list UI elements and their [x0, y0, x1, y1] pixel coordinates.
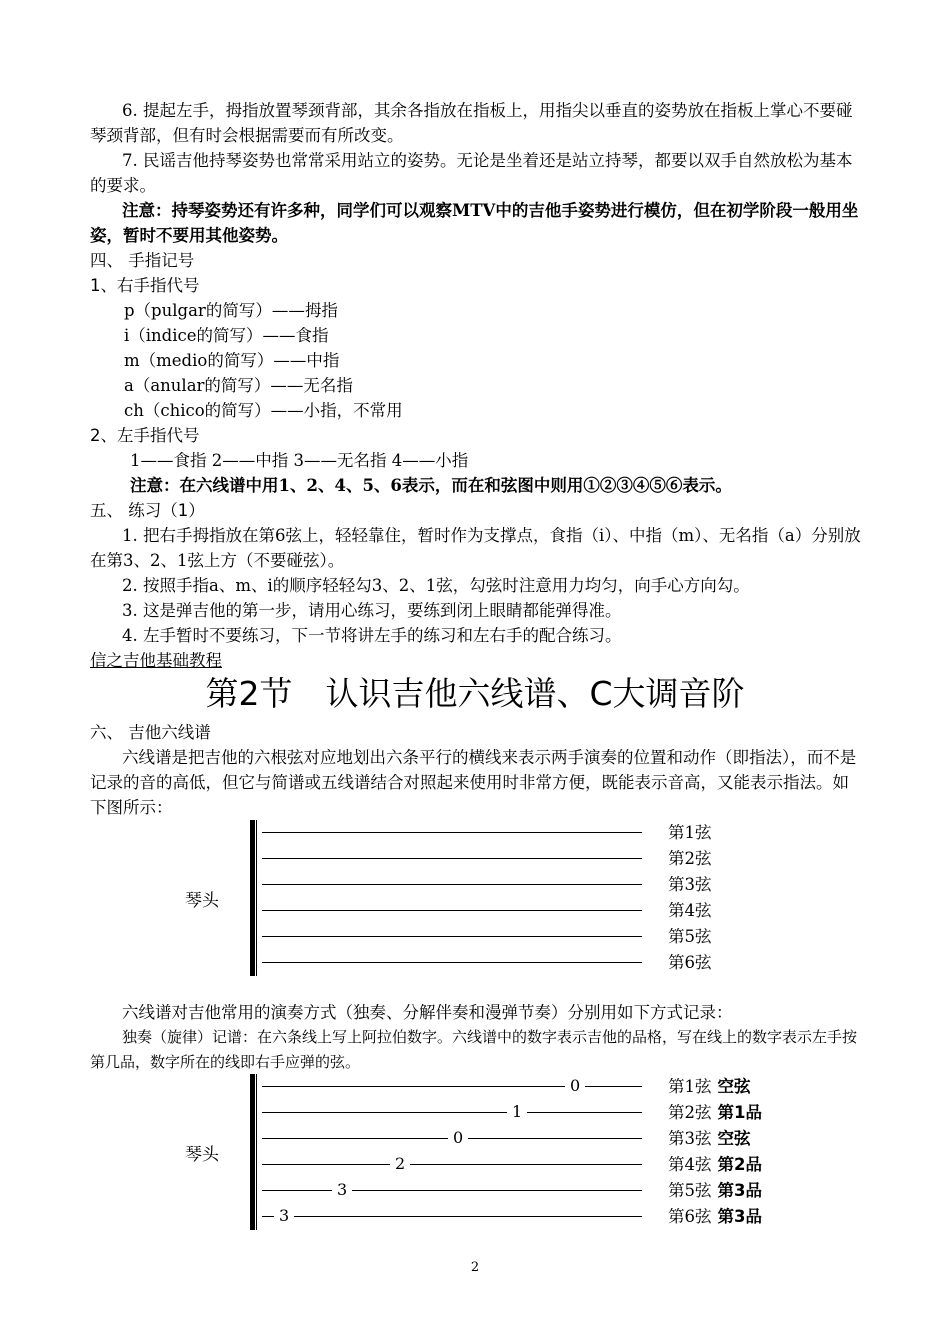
tab-string-row — [262, 820, 862, 846]
string-line — [262, 1112, 642, 1113]
string-label: 第5弦 — [668, 927, 712, 946]
nut-bar-thin — [256, 820, 257, 976]
tab-string-row — [262, 1074, 862, 1100]
tab-string-row — [262, 924, 862, 950]
tab-string-row — [262, 950, 862, 976]
string-line — [262, 1190, 642, 1191]
note-posture: 注意：持琴姿势还有许多种，同学们可以观察MTV中的吉他手姿势进行模仿，但在初学阶段一般用坐姿，暂时不要用其他姿势。 — [90, 201, 859, 245]
string-line — [262, 962, 642, 963]
chapter-title: 第2节 认识吉他六线谱、C大调音阶 — [205, 674, 745, 713]
string-label — [668, 1152, 762, 1178]
string-line — [262, 832, 642, 833]
tablature-diagram-example — [90, 1074, 865, 1230]
paragraph-tablature-intro: 六线谱是把吉他的六根弦对应地划出六条平行的横线来表示两手演奏的位置和动作（即指法），而不是记录的音的高低，但它与简谱或五线谱结合对照起来使用时非常方便，既能表示音高，又能表示指法。如下图所示： — [90, 748, 857, 817]
string-name: 第6弦 — [668, 1207, 712, 1226]
right-hand-item: m（medio的简写）——中指 — [124, 351, 340, 370]
section-heading-tablature: 六、 吉他六线谱 — [90, 723, 211, 742]
tab-string-row — [262, 872, 862, 898]
fret-number: 0 — [565, 1075, 585, 1097]
tab-string-row — [262, 1126, 862, 1152]
right-hand-item: i（indice的简写）——食指 — [124, 326, 329, 345]
fret-note: 第1品 — [717, 1103, 762, 1122]
tablature-diagram-blank — [90, 820, 865, 976]
tab-string-row — [262, 898, 862, 924]
string-label: 第2弦 — [668, 849, 712, 868]
string-line — [262, 910, 642, 911]
string-line — [262, 1164, 642, 1165]
fret-number: 1 — [507, 1101, 527, 1123]
string-label: 第3弦 — [668, 875, 712, 894]
string-label — [668, 1074, 751, 1100]
right-hand-title: 1、右手指代号 — [90, 276, 200, 295]
paragraph-methods-intro: 六线谱对吉他常用的演奏方式（独奏、分解伴奏和漫弹节奏）分别用如下方式记录： — [122, 1003, 733, 1022]
string-line — [262, 858, 642, 859]
headstock-label: 琴头 — [185, 1145, 219, 1165]
nut-bar — [250, 1074, 255, 1230]
string-line — [262, 936, 642, 937]
left-hand-items: 1——食指 2——中指 3——无名指 4——小指 — [130, 451, 469, 470]
right-hand-item: p（pulgar的简写）——拇指 — [124, 301, 338, 320]
string-label — [668, 1126, 751, 1152]
fret-note: 空弦 — [717, 1077, 751, 1096]
string-label: 第6弦 — [668, 953, 712, 972]
tab-string-row — [262, 1152, 862, 1178]
string-name: 第1弦 — [668, 1077, 712, 1096]
string-label — [668, 1204, 762, 1230]
fret-note: 第3品 — [717, 1207, 762, 1226]
string-name: 第2弦 — [668, 1103, 712, 1122]
exercise-item: 3. 这是弹吉他的第一步，请用心练习，要练到闭上眼睛都能弹得准。 — [122, 601, 622, 620]
string-name: 第4弦 — [668, 1155, 712, 1174]
string-label: 第1弦 — [668, 823, 712, 842]
section-heading-exercise: 五、 练习（1） — [90, 501, 205, 520]
string-name: 第5弦 — [668, 1181, 712, 1200]
section-heading-finger-marks: 四、 手指记号 — [90, 251, 195, 270]
right-hand-item: ch（chico的简写）——小指，不常用 — [124, 401, 403, 420]
fret-number: 3 — [274, 1205, 294, 1227]
note-fingering: 注意：在六线谱中用1、2、4、5、6表示，而在和弦图中则用①②③④⑤⑥表示。 — [130, 476, 732, 495]
string-name: 第3弦 — [668, 1129, 712, 1148]
tab-string-row — [262, 1178, 862, 1204]
tab-string-row — [262, 1204, 862, 1230]
paragraph-standing-posture: 7. 民谣吉他持琴姿势也常常采用站立的姿势。无论是坐着还是站立持琴，都要以双手自然放松为基本的要求。 — [90, 151, 853, 195]
string-label — [668, 1178, 762, 1204]
paragraph-left-hand-posture: 6. 提起左手，拇指放置琴颈背部，其余各指放在指板上，用指尖以垂直的姿势放在指板上掌心不要碰琴颈背部，但有时会根据需要而有所改变。 — [90, 101, 853, 145]
string-label — [668, 1100, 762, 1126]
exercise-item: 1. 把右手拇指放在第6弦上，轻轻靠住，暂时作为支撑点，食指（i）、中指（m）、无名指（a）分别放在第3、2、1弦上方（不要碰弦）。 — [90, 526, 861, 570]
right-hand-item: a（anular的简写）——无名指 — [124, 376, 353, 395]
tab-string-row — [262, 1100, 862, 1126]
exercise-item: 2. 按照手指a、m、i的顺序轻轻勾3、2、1弦，勾弦时注意用力均匀，向手心方向勾。 — [122, 576, 750, 595]
tab-string-row — [262, 846, 862, 872]
string-label: 第4弦 — [668, 901, 712, 920]
string-line — [262, 884, 642, 885]
tutorial-link[interactable]: 信之吉他基础教程 — [90, 651, 222, 670]
fret-number: 0 — [448, 1127, 468, 1149]
left-hand-title: 2、左手指代号 — [90, 426, 200, 445]
paragraph-solo-notation: 独奏（旋律）记谱：在六条线上写上阿拉伯数字。六线谱中的数字表示吉他的品格，写在线上的数字表示左手按第几品，数字所在的线即右手应弹的弦。 — [90, 1028, 858, 1071]
fret-note: 空弦 — [717, 1129, 751, 1148]
fret-number: 2 — [390, 1153, 410, 1175]
headstock-label: 琴头 — [185, 891, 219, 911]
fret-number: 3 — [332, 1179, 352, 1201]
string-line — [262, 1216, 642, 1217]
exercise-item: 4. 左手暂时不要练习，下一节将讲左手的练习和左右手的配合练习。 — [122, 626, 622, 645]
fret-note: 第2品 — [717, 1155, 762, 1174]
fret-note: 第3品 — [717, 1181, 762, 1200]
nut-bar — [250, 820, 255, 976]
page-number: 2 — [470, 1260, 480, 1275]
nut-bar-thin — [256, 1074, 257, 1230]
